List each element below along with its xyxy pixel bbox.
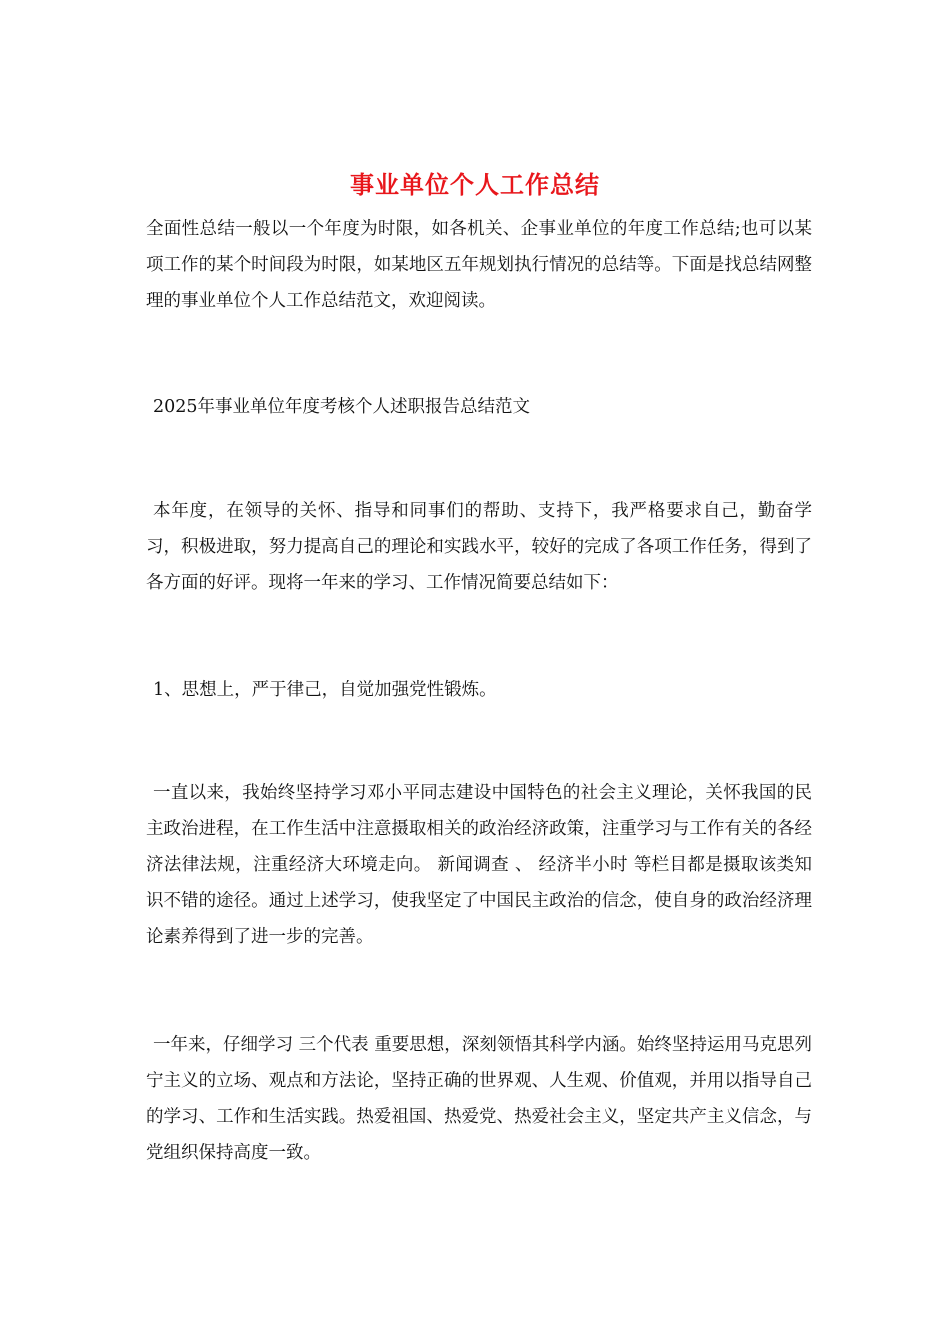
report-subtitle: 2025年事业单位年度考核个人述职报告总结范文 <box>153 396 531 417</box>
intro-paragraph: 全面性总结一般以一个年度为时限，如各机关、企事业单位的年度工作总结;也可以某项工作的某个时间段为时限，如某地区五年规划执行情况的总结等。下面是找总结网整理的事业单位个人工作总结范文，欢迎阅读。 <box>146 218 812 311</box>
opening-paragraph: 本年度，在领导的关怀、指导和同事们的帮助、支持下，我严格要求自己，勤奋学习，积极进取，努力提高自己的理论和实践水平，较好的完成了各项工作任务，得到了各方面的好评。现将一年来的学习、工作情况简要总结如下： <box>146 500 812 593</box>
body-paragraph: 一直以来，我始终坚持学习邓小平同志建设中国特色的社会主义理论，关怀我国的民主政治进程，在工作生活中注意摄取相关的政治经济政策，注重学习与工作有关的各经济法律法规，注重经济大环境走向。 新闻调查 、 经济半小时 等栏目都是摄取该类知识不错的途径。通过上述学习，使我坚定了中国民主政治的信念，使自身的政治经济理论素养得到了进一步的完善。 <box>146 782 812 947</box>
body-paragraph: 一年来，仔细学习 三个代表 重要思想，深刻领悟其科学内涵。始终坚持运用马克思列宁主义的立场、观点和方法论，坚持正确的世界观、人生观、价值观，并用以指导自己的学习、工作和生活实践。热爱祖国、热爱党、热爱社会主义，坚定共产主义信念，与党组织保持高度一致。 <box>146 1034 812 1163</box>
section-heading: 1、思想上，严于律己，自觉加强党性锻炼。 <box>153 679 497 700</box>
document-title: 事业单位个人工作总结 <box>350 170 600 200</box>
